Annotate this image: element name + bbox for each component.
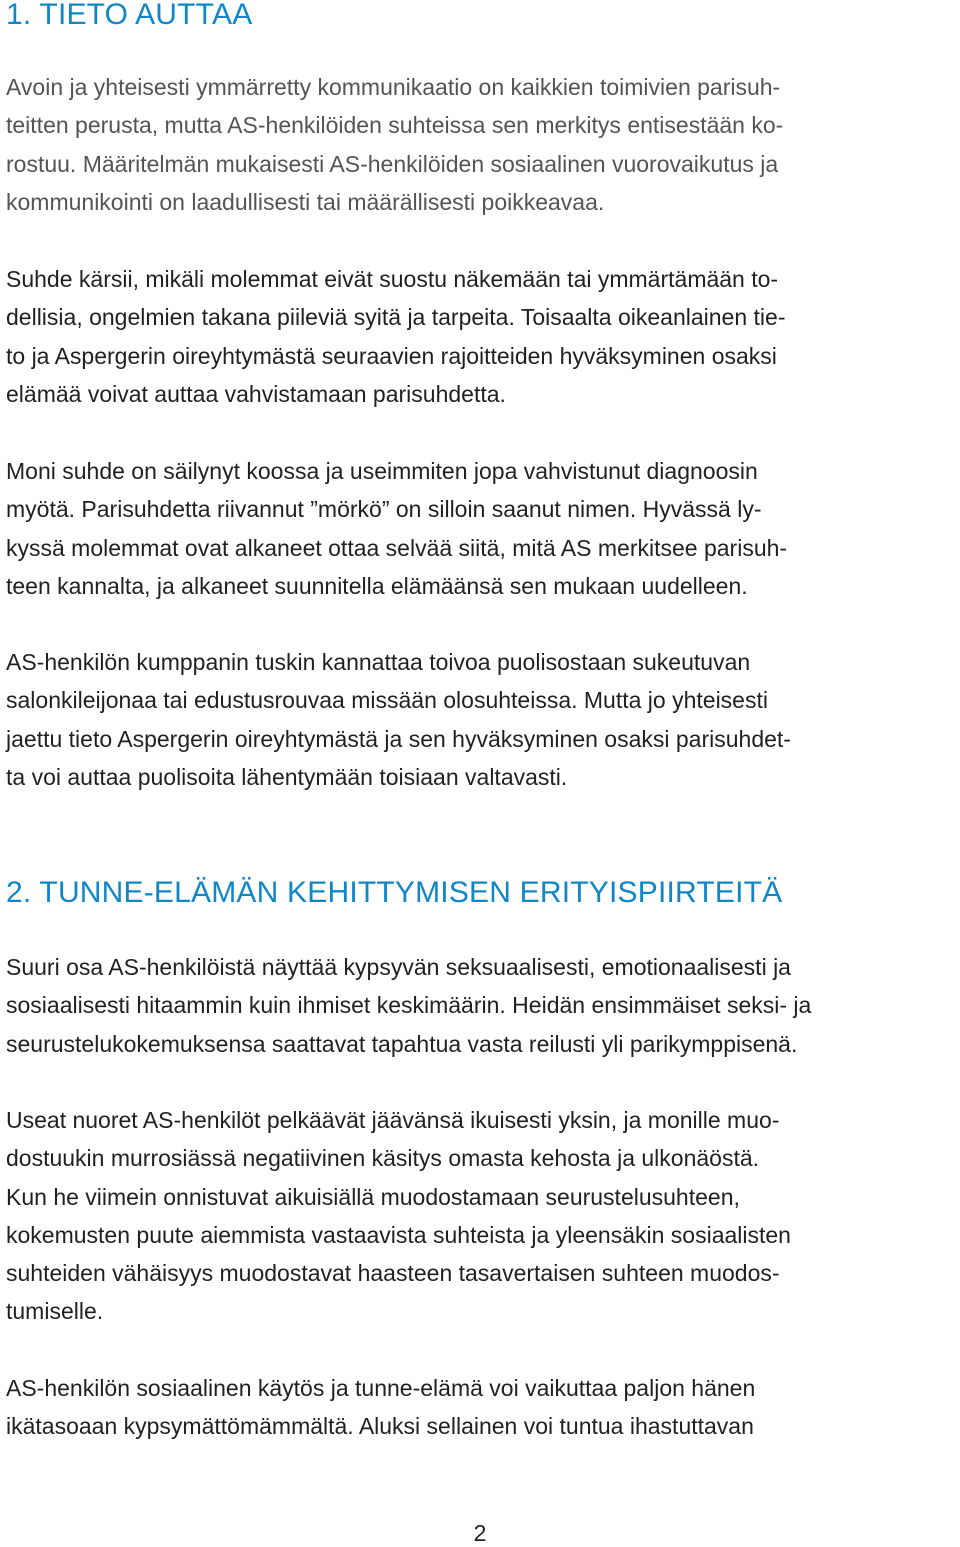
text-line: dellisia, ongelmien takana piileviä syitä ja tarpeita. Toisaalta oikeanlainen tie- (6, 304, 786, 331)
text-line: rostuu. Määritelmän mukaisesti AS-henkilöiden sosiaalinen vuorovaikutus ja (6, 150, 779, 177)
text-line: elämää voivat auttaa vahvistamaan parisuhdetta. (6, 380, 506, 407)
text-line: jaettu tieto Aspergerin oireyhtymästä ja sen hyväksyminen osaksi parisuhdet- (6, 725, 791, 752)
text-line: salonkileijonaa tai edustusrouvaa missään olosuhteissa. Mutta jo yhteisesti (6, 687, 768, 714)
section-1-heading: 1. TIETO AUTTAA (6, 0, 253, 31)
section-2-paragraph-2 (6, 1101, 791, 1331)
section-2-heading: 2. TUNNE-ELÄMÄN KEHITTYMISEN ERITYISPIIRTEITÄ (6, 876, 783, 909)
text-line: Avoin ja yhteisesti ymmärretty kommunikaatio on kaikkien toimivien parisuh- (6, 74, 781, 100)
text-line: Moni suhde on säilynyt koossa ja useimmiten jopa vahvistunut diagnoosin (6, 458, 758, 484)
text-line: suhteiden vähäisyys muodostavat haasteen tasavertaisen suhteen muodos- (6, 1260, 780, 1287)
text-line: teitten perusta, mutta AS-henkilöiden suhteissa sen merkitys entisestään ko- (6, 112, 784, 139)
text-line: AS-henkilön sosiaalinen käytös ja tunne-elämä voi vaikuttaa paljon hänen (6, 1375, 756, 1401)
section-1-paragraph-2 (6, 260, 785, 413)
text-line: ta voi auttaa puolisoita lähentymään toisiaan valtavasti. (6, 763, 568, 790)
text-line: Suuri osa AS-henkilöistä näyttää kypsyvän seksuaalisesti, emotionaalisesti ja (6, 954, 791, 980)
text-line: kyssä molemmat ovat alkaneet ottaa selvää siitä, mitä AS merkitsee parisuh- (6, 534, 788, 561)
text-line: AS-henkilön kumppanin tuskin kannattaa toivoa puolisostaan sukeutuvan (6, 649, 751, 675)
page-number: 2 (473, 1520, 487, 1546)
text-line: ikätasoaan kypsymättömämmältä. Aluksi sellainen voi tuntua ihastuttavan (6, 1413, 754, 1440)
text-line: teen kannalta, ja alkaneet suunnitella elämäänsä sen mukaan uudelleen. (6, 572, 748, 599)
section-1-paragraph-3 (6, 452, 787, 605)
text-line: Useat nuoret AS-henkilöt pelkäävät jäävänsä ikuisesti yksin, ja monille muo- (6, 1107, 780, 1133)
section-2-paragraph-1 (6, 948, 811, 1063)
text-line: kommunikointi on laadullisesti tai määrällisesti poikkeavaa. (6, 188, 605, 215)
text-line: to ja Aspergerin oireyhtymästä seuraavien rajoitteiden hyväksyminen osaksi (6, 342, 777, 369)
text-line: kokemusten puute aiemmista vastaavista suhteista ja yleensäkin sosiaalisten (6, 1221, 791, 1248)
text-line: myötä. Parisuhdetta riivannut ”mörkö” on silloin saanut nimen. Hyvässä ly- (6, 496, 762, 523)
section-1-paragraph-4 (6, 643, 791, 796)
text-line: Kun he viimein onnistuvat aikuisiällä muodostamaan seurustelusuhteen, (6, 1183, 740, 1210)
section-2-paragraph-3 (6, 1369, 755, 1446)
text-line: seurustelukokemuksensa saattavat tapahtua vasta reilusti yli parikymppisenä. (6, 1030, 798, 1057)
text-line: dostuukin murrosiässä negatiivinen käsitys omasta kehosta ja ulkonäöstä. (6, 1145, 760, 1172)
text-line: tumiselle. (6, 1298, 104, 1325)
text-line: sosiaalisesti hitaammin kuin ihmiset keskimäärin. Heidän ensimmäiset seksi- ja (6, 992, 812, 1019)
text-line: Suhde kärsii, mikäli molemmat eivät suostu näkemään tai ymmärtämään to- (6, 266, 779, 292)
section-1-paragraph-1 (6, 68, 783, 221)
